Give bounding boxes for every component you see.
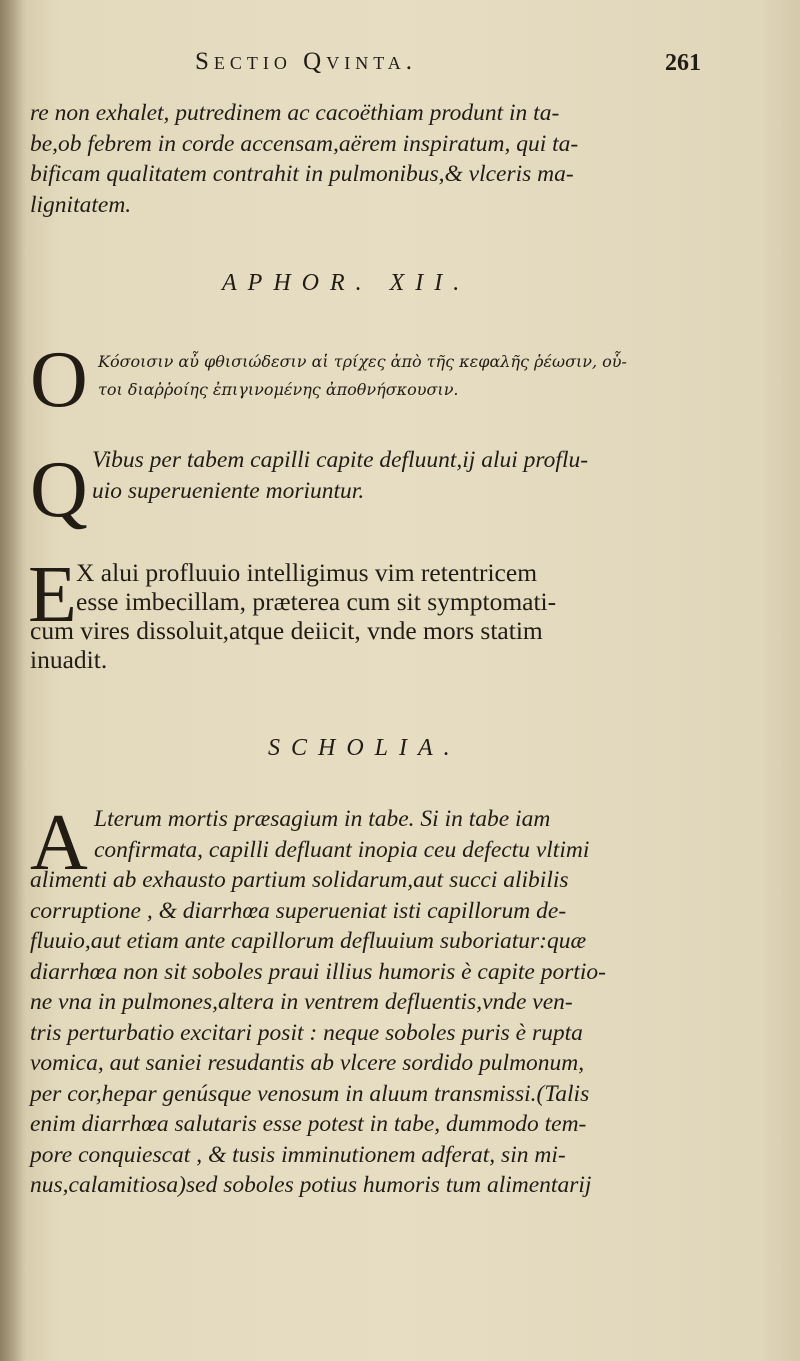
scholia-line: nus,calamitiosa)sed soboles potius humoris tum alimentarij: [30, 1172, 592, 1198]
intro-line: lignitatem.: [30, 191, 132, 218]
scholia-line: tris perturbatio excitari posit : neque soboles puris è rupta: [30, 1019, 583, 1046]
latin-line: uio superueniente moriuntur.: [92, 477, 365, 504]
page-header: [195, 48, 795, 88]
greek-aphorism: [98, 348, 778, 404]
scholia-line: vomica, aut saniei resudantis ab vlcere sordido pulmonum,: [30, 1050, 585, 1076]
scholia-line: pore conquiescat , & tusis imminutionem adferat, sin mi-: [30, 1141, 566, 1168]
scholia-drop-initial: A: [30, 799, 88, 887]
running-head: Sectio Qvinta.: [195, 48, 417, 75]
greek-drop-initial: O: [30, 336, 88, 424]
scholia-line: ne vna in pulmones,altera in ventrem defluentis,vnde ven-: [30, 989, 573, 1015]
scholia-line: per cor,hepar genúsque venosum in aluum transmissi.(Talis: [30, 1080, 590, 1107]
scholia-heading: SCHOLIA.: [268, 735, 461, 761]
intro-line: bificam qualitatem contrahit in pulmonibus,& vlceris ma-: [30, 161, 574, 187]
gutter-shadow: [0, 0, 26, 1361]
commentary-line: cum vires dissoluit,atque deiicit, vnde mors statim: [30, 616, 543, 645]
scholia-line: alimenti ab exhausto partium solidarum,aut succi alibilis: [30, 867, 569, 893]
greek-line: Κόσοισιν αὖ φθισιώδεσιν αἱ τρίχες ἀπὸ τῆς κεφαλῆς ῥέωσιν, οὗ-: [98, 352, 627, 371]
commentary-line: esse imbecillam, præterea cum sit symptomati-: [76, 587, 557, 616]
scholia-line: fluuio,aut etiam ante capillorum defluuium suboriatur:quæ: [30, 928, 587, 954]
latin-aphorism: [92, 445, 782, 506]
scholia-line: diarrhœa non sit soboles praui illius humoris è capite portio-: [30, 958, 607, 985]
scholia-paragraph: [30, 799, 780, 1201]
commentary-paragraph: [28, 551, 780, 674]
scholia-line: Lterum mortis præsagium in tabe. Si in tabe iam: [94, 806, 551, 832]
intro-line: be,ob febrem in corde accensam,aërem inspiratum, qui ta-: [30, 130, 579, 157]
intro-line: re non exhalet, putredinem ac cacoëthiam produnt in ta-: [30, 100, 560, 126]
latin-drop-initial: Q: [30, 446, 88, 534]
commentary-drop-initial: E: [28, 551, 77, 639]
aphorism-heading: APHOR. XII.: [222, 270, 471, 296]
intro-paragraph: [30, 98, 770, 220]
greek-line: τοι διαῤῥοίης ἐπιγινομένης ἀποθνήσκουσιν.: [98, 380, 459, 399]
scholia-line: enim diarrhœa salutaris esse potest in tabe, dummodo tem-: [30, 1111, 587, 1137]
commentary-line: inuadit.: [30, 645, 108, 674]
latin-line: Vibus per tabem capilli capite defluunt,ij alui proflu-: [92, 447, 589, 473]
commentary-line: X alui profluuio intelligimus vim retentricem: [76, 558, 538, 587]
page-number: 261: [665, 50, 701, 76]
scholia-line: confirmata, capilli defluant inopia ceu defectu vltimi: [94, 836, 590, 863]
scholia-line: corruptione , & diarrhœa superueniat isti capillorum de-: [30, 897, 567, 924]
